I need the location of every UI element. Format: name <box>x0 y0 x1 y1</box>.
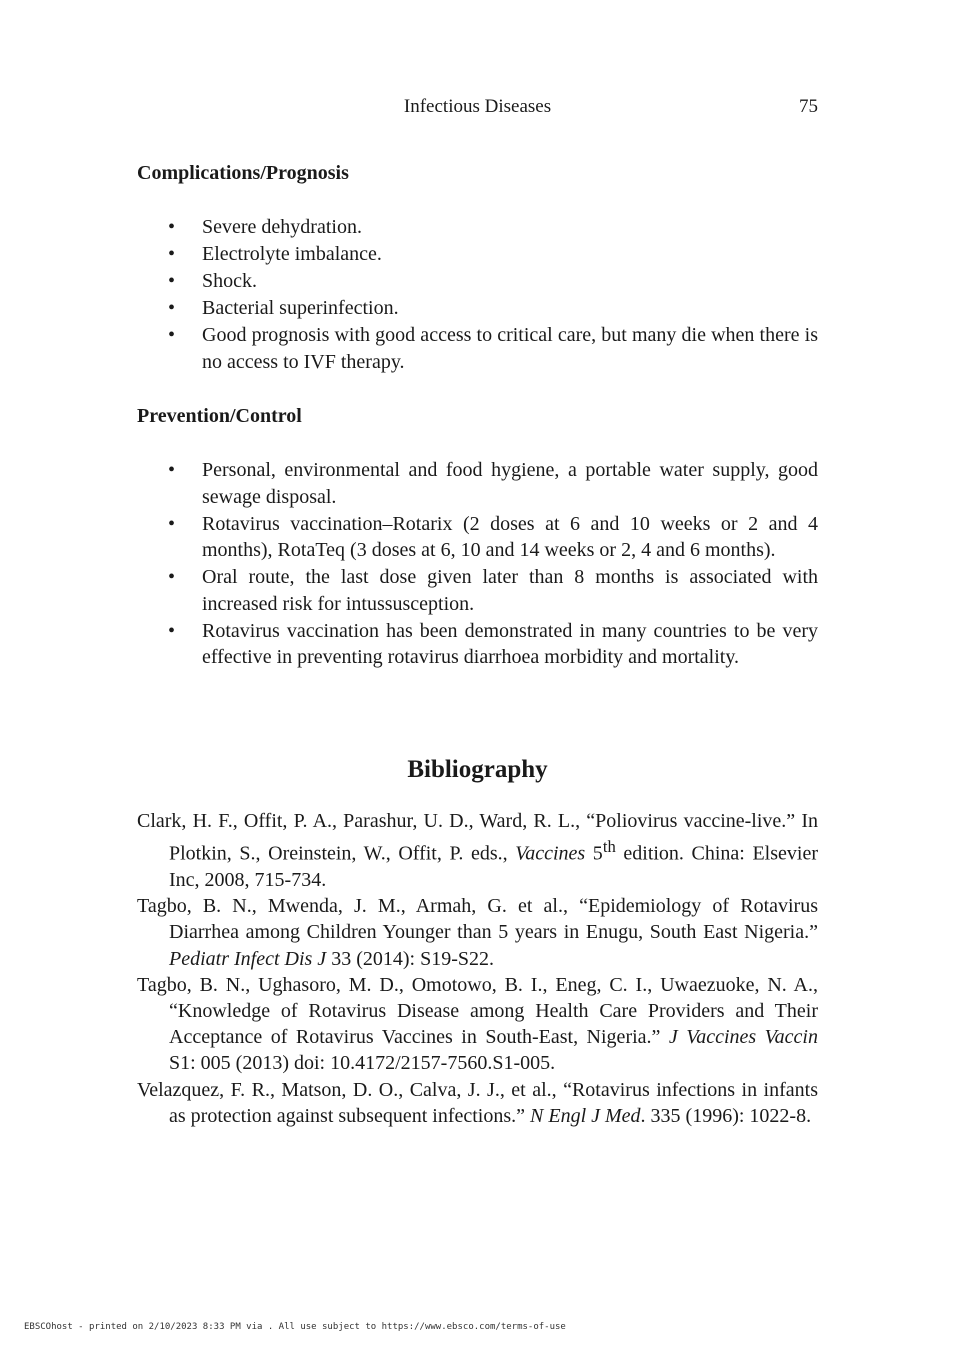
prevention-heading: Prevention/Control <box>137 405 302 427</box>
list-item-text: Oral route, the last dose given later than 8 months is associated with increased risk for intussusception. <box>202 566 818 615</box>
entry-text: Tagbo, B. N., Ughasoro, M. D., Omotowo, B. I., Eneg, C. I., Uwaezuoke, N. A., “Knowledge of Rotavirus Disease among Health Care Providers and Their Acceptance of Rotavirus Vaccines in South-East, Nigeria.” <box>137 973 818 1049</box>
list-item <box>137 241 818 268</box>
entry-superscript: th <box>602 837 616 857</box>
entry-text: Clark, H. F., Offit, P. A., Parashur, U. D., Ward, R. L., “Poliovirus vaccine-live.” In Plotkin, S., Oreinstein, W., Offit, P. eds., <box>137 810 818 865</box>
bibliography-entry <box>137 808 818 893</box>
bullet-icon: • <box>168 297 176 320</box>
entry-text: Tagbo, B. N., Mwenda, J. M., Armah, G. et al., “Epidemiology of Rotavirus Diarrhea among Children Younger than 5 years in Enugu, South East Nigeria.” <box>137 895 818 944</box>
complications-heading: Complications/Prognosis <box>137 162 349 184</box>
entry-text: edition. China: Elsevier Inc, 2008, 715-734. <box>169 842 818 892</box>
list-item-text: Rotavirus vaccination has been demonstrated in many countries to be very effective in preventing rotavirus diarrhoea morbidity and mortality. <box>202 619 818 669</box>
bibliography-entry <box>137 1077 818 1129</box>
list-item <box>137 618 818 671</box>
bullet-icon: • <box>168 216 176 238</box>
list-item <box>137 268 818 295</box>
bibliography-heading: Bibliography <box>407 756 548 783</box>
list-item-text: Severe dehydration. <box>202 216 362 238</box>
bullet-icon: • <box>168 243 176 266</box>
bullet-icon: • <box>168 512 176 535</box>
bullet-icon: • <box>168 459 176 481</box>
page-number: 75 <box>799 96 818 117</box>
list-item <box>137 511 818 564</box>
list-item-text: Bacterial superinfection. <box>202 297 399 320</box>
bullet-icon: • <box>168 270 176 293</box>
prevention-list <box>137 457 818 671</box>
running-head <box>137 96 818 122</box>
running-head-title: Infectious Diseases <box>403 96 552 117</box>
entry-text: 5 <box>585 842 603 865</box>
list-item-text: Good prognosis with good access to critical care, but many die when there is no access to IVF therapy. <box>202 324 818 373</box>
bibliography-list <box>137 808 818 1129</box>
bibliography-entry <box>137 893 818 972</box>
list-item-text: Rotavirus vaccination–Rotarix (2 doses at 6 and 10 weeks or 2 and 4 months), RotaTeq (3 doses at 6, 10 and 14 weeks or 2, 4 and 6 months). <box>202 512 818 562</box>
list-item-text: Personal, environmental and food hygiene, a portable water supply, good sewage disposal. <box>202 459 818 508</box>
entry-text: 33 (2014): S19-S22. <box>326 947 494 970</box>
list-item-text: Electrolyte imbalance. <box>202 243 382 266</box>
bullet-icon: • <box>168 619 176 642</box>
list-item <box>137 564 818 617</box>
list-item <box>137 214 818 241</box>
bullet-icon: • <box>168 566 176 589</box>
entry-text: S1: 005 (2013) doi: 10.4172/2157-7560.S1-005. <box>169 1052 556 1075</box>
entry-journal: J Vaccines Vaccin <box>668 1026 818 1049</box>
complications-list <box>137 214 818 376</box>
print-footer: EBSCOhost - printed on 2/10/2023 8:33 PM via . All use subject to https://www.ebsco.com/terms-of-use <box>24 1322 566 1332</box>
list-item <box>137 322 818 375</box>
bibliography-entry <box>137 972 818 1077</box>
entry-journal: N Engl J Med <box>530 1104 641 1127</box>
list-item-text: Shock. <box>202 270 257 293</box>
list-item <box>137 295 818 322</box>
list-item <box>137 457 818 510</box>
entry-journal: Vaccines <box>515 842 586 865</box>
entry-text: . 335 (1996): 1022-8. <box>640 1104 812 1127</box>
entry-journal: Pediatr Infect Dis J <box>169 947 327 970</box>
entry-text: Velazquez, F. R., Matson, D. O., Calva, J. J., et al., “Rotavirus infections in infants as protection against subsequent infections.” <box>137 1078 818 1127</box>
bullet-icon: • <box>168 324 176 347</box>
